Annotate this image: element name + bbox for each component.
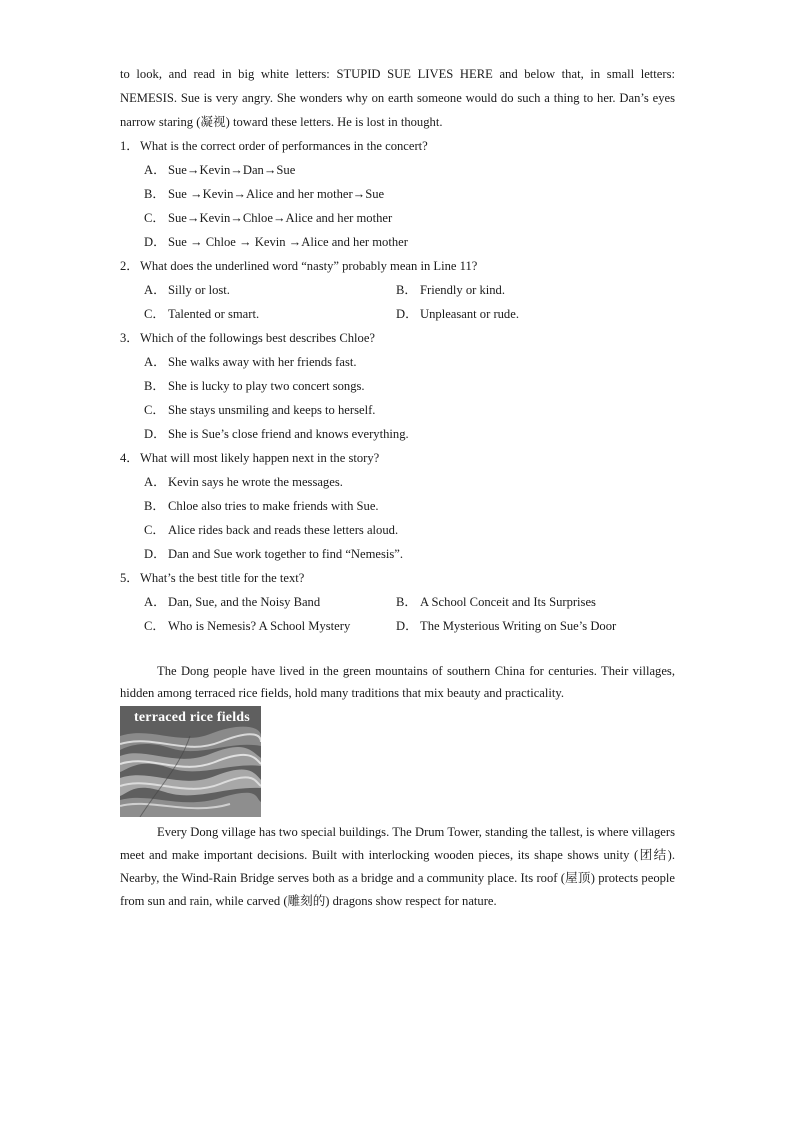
question-number: 5．	[120, 571, 139, 585]
option-letter: B．	[396, 283, 417, 297]
option-a	[144, 158, 675, 182]
option-text: A School Conceit and Its Surprises	[420, 595, 596, 609]
option-b	[144, 374, 675, 398]
option-letter: B．	[144, 187, 165, 201]
option-letter: C．	[144, 307, 165, 321]
option-letter: A．	[144, 595, 166, 609]
passage-end-paragraph: to look, and read in big white letters: STUPID SUE LIVES HERE and below that, in small letters: NEMESIS. Sue is very angry. She wonders why on earth someone would do such a thing to her. Dan’s eyes narrow staring (凝视) toward these letters. He is lost in thought.	[120, 67, 675, 129]
option-letter: A．	[144, 475, 166, 489]
question-text: What’s the best title for the text?	[140, 571, 305, 585]
option-text: Sue →Kevin→Alice and her mother→Sue	[168, 187, 385, 201]
question-4	[120, 446, 675, 566]
question-text: What is the correct order of performances in the concert?	[140, 139, 428, 153]
option-letter: D．	[396, 619, 418, 633]
question-3	[120, 326, 675, 446]
option-b	[144, 494, 675, 518]
option-letter: C．	[144, 211, 165, 225]
option-letter: B．	[144, 499, 165, 513]
question-text: Which of the followings best describes Chloe?	[140, 331, 376, 345]
option-c	[144, 206, 675, 230]
option-text: Unpleasant or rude.	[420, 307, 519, 321]
option-text: Who is Nemesis? A School Mystery	[168, 619, 351, 633]
question-text: What does the underlined word “nasty” probably mean in Line 11?	[140, 259, 478, 273]
option-text: She is lucky to play two concert songs.	[168, 379, 365, 393]
option-a	[144, 470, 675, 494]
option-d	[396, 614, 648, 638]
question-1	[120, 134, 675, 254]
option-text: Chloe also tries to make friends with Sue.	[168, 499, 379, 513]
option-a	[144, 278, 396, 302]
question-2	[120, 254, 675, 326]
option-letter: D．	[144, 235, 166, 249]
option-letter: A．	[144, 283, 166, 297]
option-d	[144, 230, 675, 254]
option-c	[144, 518, 675, 542]
option-a	[144, 590, 396, 614]
option-c	[144, 302, 396, 326]
option-letter: C．	[144, 523, 165, 537]
question-5	[120, 566, 675, 638]
option-letter: D．	[396, 307, 418, 321]
option-letter: A．	[144, 355, 166, 369]
option-letter: D．	[144, 427, 166, 441]
option-c	[144, 398, 675, 422]
option-b	[144, 182, 675, 206]
option-text: Alice rides back and reads these letters aloud.	[168, 523, 399, 537]
option-c	[144, 614, 396, 638]
option-letter: A．	[144, 163, 166, 177]
option-text: She stays unsmiling and keeps to herself.	[168, 403, 376, 417]
dong-intro-paragraph: The Dong people have lived in the green mountains of southern China for centuries. Their villages, hidden among terraced rice fields, hold many traditions that mix beauty and practicality.	[120, 664, 675, 700]
question-number: 4．	[120, 451, 139, 465]
option-d	[144, 422, 675, 446]
question-text: What will most likely happen next in the story?	[140, 451, 380, 465]
option-letter: C．	[144, 403, 165, 417]
option-letter: B．	[396, 595, 417, 609]
option-text: Sue→Kevin→Chloe→Alice and her mother	[168, 211, 393, 225]
option-d	[144, 542, 675, 566]
terraced-rice-fields-photo	[120, 706, 261, 817]
option-text: She walks away with her friends fast.	[168, 355, 357, 369]
option-text: Talented or smart.	[168, 307, 260, 321]
option-b	[396, 590, 648, 614]
option-a	[144, 350, 675, 374]
option-letter: B．	[144, 379, 165, 393]
option-text: Silly or lost.	[168, 283, 230, 297]
option-text: Sue→Kevin→Dan→Sue	[168, 163, 296, 177]
question-number: 1．	[120, 139, 139, 153]
option-text: Dan and Sue work together to find “Nemesis”.	[168, 547, 404, 561]
option-text: The Mysterious Writing on Sue’s Door	[420, 619, 617, 633]
option-text: Friendly or kind.	[420, 283, 506, 297]
option-letter: D．	[144, 547, 166, 561]
photo-caption: terraced rice fields	[134, 710, 250, 725]
question-number: 3．	[120, 331, 139, 345]
question-number: 2．	[120, 259, 139, 273]
page	[120, 62, 675, 913]
option-text: She is Sue’s close friend and knows everything.	[168, 427, 409, 441]
option-letter: C．	[144, 619, 165, 633]
option-d	[396, 302, 648, 326]
option-b	[396, 278, 648, 302]
option-text: Sue → Chloe → Kevin →Alice and her mother	[168, 235, 408, 249]
dong-buildings-paragraph: Every Dong village has two special buildings. The Drum Tower, standing the tallest, is where villagers meet and make important decisions. Built with interlocking wooden pieces, its shape shows unity (团结). Nearby, the Wind-Rain Bridge serves both as a bridge and a community place. Its roof (屋顶) protects people from sun and rain, while carved (雕刻的) dragons show respect for nature.	[120, 825, 675, 908]
option-text: Dan, Sue, and the Noisy Band	[168, 595, 321, 609]
option-text: Kevin says he wrote the messages.	[168, 475, 343, 489]
